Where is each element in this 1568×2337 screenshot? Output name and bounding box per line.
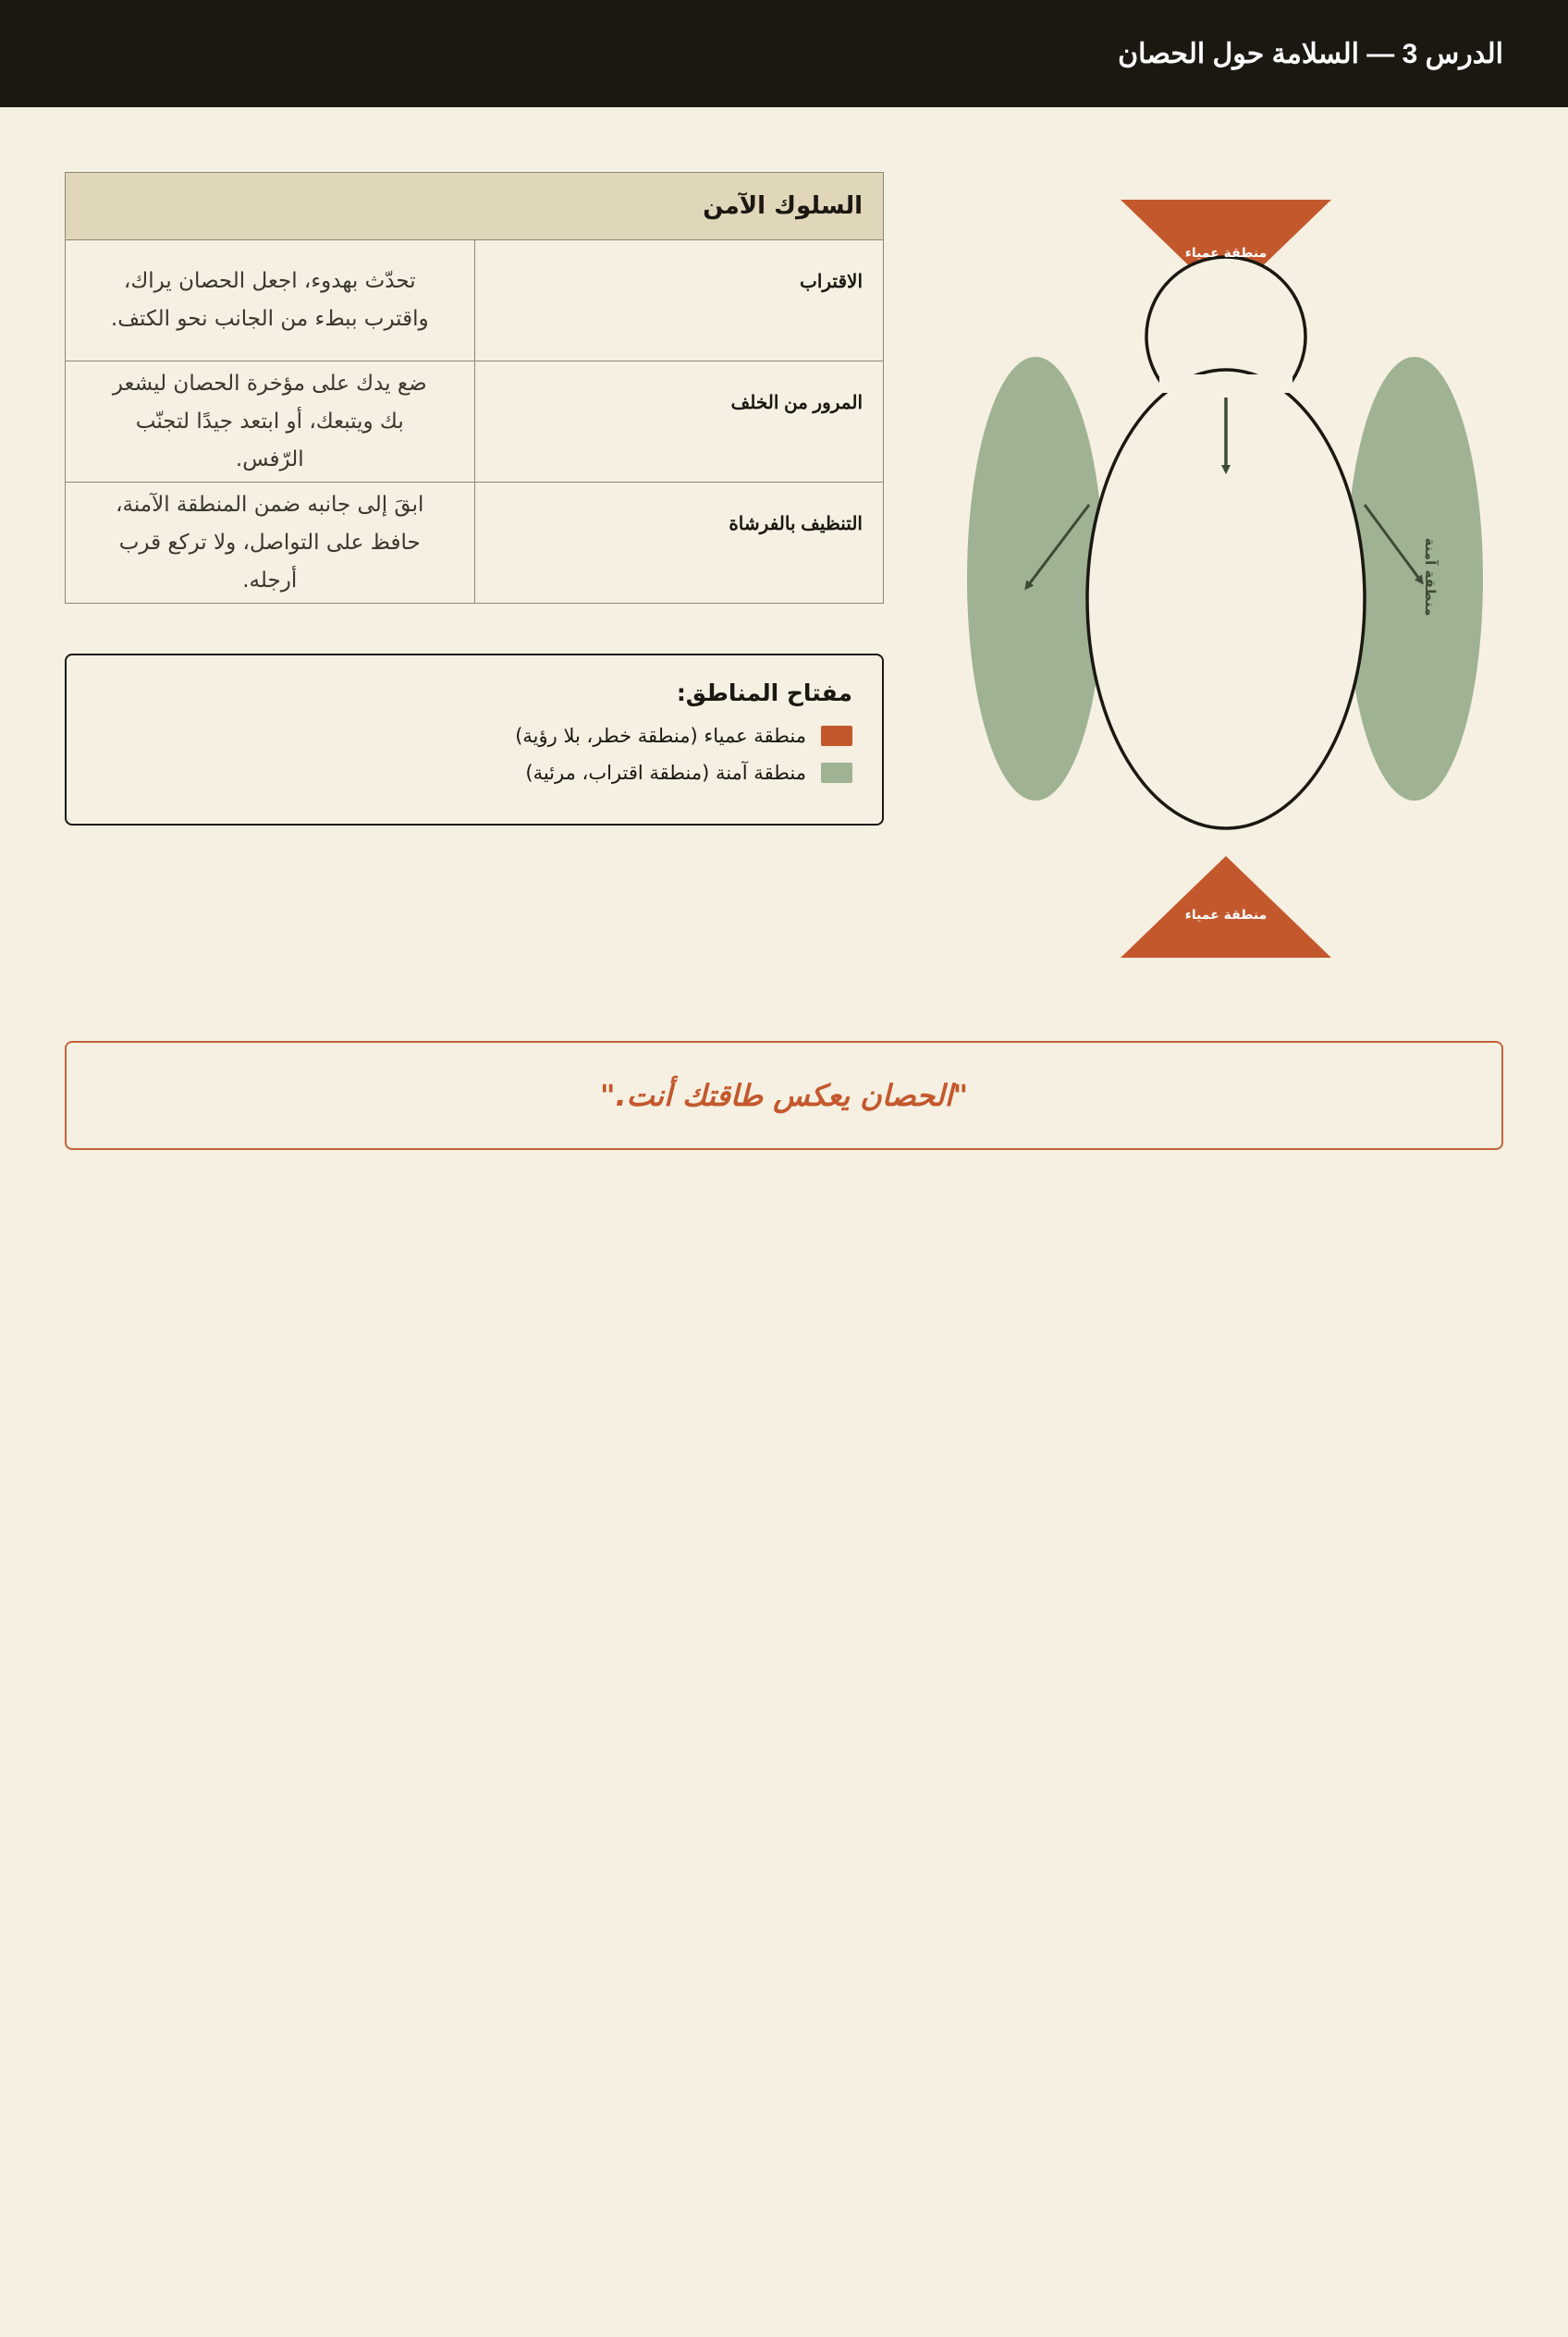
safe-zone-label: منطقة آمنة: [1422, 537, 1439, 617]
row-text-approach: تحدّث بهدوء، اجعل الحصان يراك، واقترب ببطء من الجانب نحو الكتف.: [66, 240, 475, 361]
legend-label-blind: منطقة عمياء (منطقة خطر، بلا رؤية): [515, 725, 806, 747]
table-row: [66, 361, 884, 483]
safe-zone-swatch: [821, 763, 852, 783]
blind-zone-front-label: منطقة عمياء: [1184, 246, 1268, 261]
legend-item-safe: [96, 754, 852, 791]
page-title: الدرس 3 — السلامة حول الحصان: [1118, 38, 1503, 69]
row-label-approach: الاقتراب: [474, 240, 884, 361]
safe-zone-left: [967, 357, 1104, 801]
blind-zone-rear-label: منطقة عمياء: [1184, 908, 1268, 923]
table-row: [66, 483, 884, 604]
legend-label-safe: منطقة آمنة (منطقة اقتراب، مرئية): [525, 762, 806, 784]
page-header: [0, 0, 1568, 107]
quote-box: [65, 1041, 1503, 1150]
safe-behavior-table: [65, 172, 884, 604]
legend-title: مفتاح المناطق:: [676, 679, 852, 706]
row-text-brushing: ابقَ إلى جانبه ضمن المنطقة الآمنة، حافظ على التواصل، ولا تركع قرب أرجله.: [66, 483, 475, 604]
row-label-brushing: التنظيف بالفرشاة: [474, 483, 884, 604]
quote-text: "الحصان يعكس طاقتك أنت.": [599, 1078, 969, 1113]
safe-zone-right: [1346, 357, 1483, 801]
zones-legend: [65, 654, 884, 826]
horse-zones-diagram: [962, 185, 1498, 980]
table-row: [66, 240, 884, 361]
table-header: السلوك الآمن: [66, 173, 884, 240]
row-label-passing-behind: المرور من الخلف: [474, 361, 884, 483]
blind-zone-swatch: [821, 726, 852, 746]
blind-zone-rear: [1121, 856, 1331, 958]
row-text-passing-behind: ضع يدك على مؤخرة الحصان ليشعر بك ويتبعك، أو ابتعد جيدًا لتجنّب الرّفس.: [66, 361, 475, 483]
table-header-row: [66, 173, 884, 240]
legend-item-blind: [96, 717, 852, 754]
